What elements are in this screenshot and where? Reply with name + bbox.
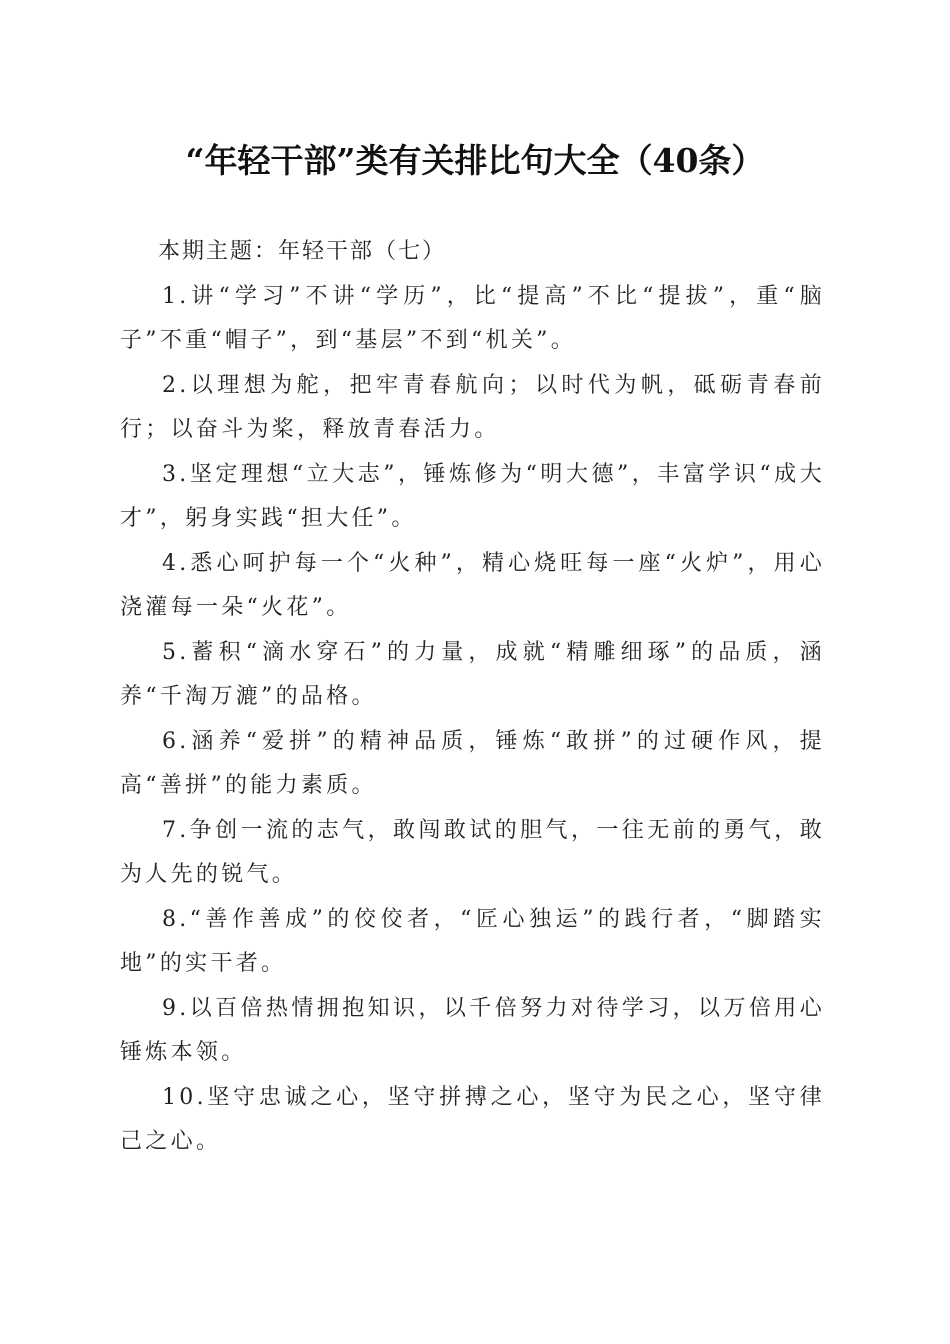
paragraph-10: 10.坚守忠诚之心，坚守拼搏之心，坚守为民之心，坚守律己之心。: [120, 1084, 825, 1154]
paragraph-4: 4.悉心呵护每一个“火种”，精心烧旺每一座“火炉”，用心浇灌每一朵“火花”。: [120, 550, 825, 620]
paragraph-9: 9.以百倍热情拥抱知识，以千倍努力对待学习，以万倍用心锤炼本领。: [120, 995, 825, 1065]
paragraph-8: 8.“善作善成”的佼佼者，“匠心独运”的践行者，“脚踏实地”的实干者。: [120, 906, 825, 976]
subject-line: 本期主题：年轻干部（七）: [158, 239, 447, 264]
paragraph-1: 1.讲“学习”不讲“学历”，比“提高”不比“提拔”，重“脑子”不重“帽子”，到“基层”不到“机关”。: [120, 283, 825, 353]
paragraph-2: 2.以理想为舵，把牢青春航向；以时代为帆，砥砺青春前行；以奋斗为桨，释放青春活力。: [120, 372, 825, 442]
paragraph-6: 6.涵养“爱拼”的精神品质，锤炼“敢拼”的过硬作风，提高“善拼”的能力素质。: [120, 728, 825, 798]
document-title: “年轻干部”类有关排比句大全（40条）: [185, 141, 765, 180]
document-body: [120, 230, 825, 1165]
paragraph-5: 5.蓄积“滴水穿石”的力量，成就“精雕细琢”的品质，涵养“千淘万漉”的品格。: [120, 639, 825, 709]
paragraph-7: 7.争创一流的志气，敢闯敢试的胆气，一往无前的勇气，敢为人先的锐气。: [120, 817, 825, 887]
paragraph-3: 3.坚定理想“立大志”，锤炼修为“明大德”，丰富学识“成大才”，躬身实践“担大任”。: [120, 461, 825, 531]
